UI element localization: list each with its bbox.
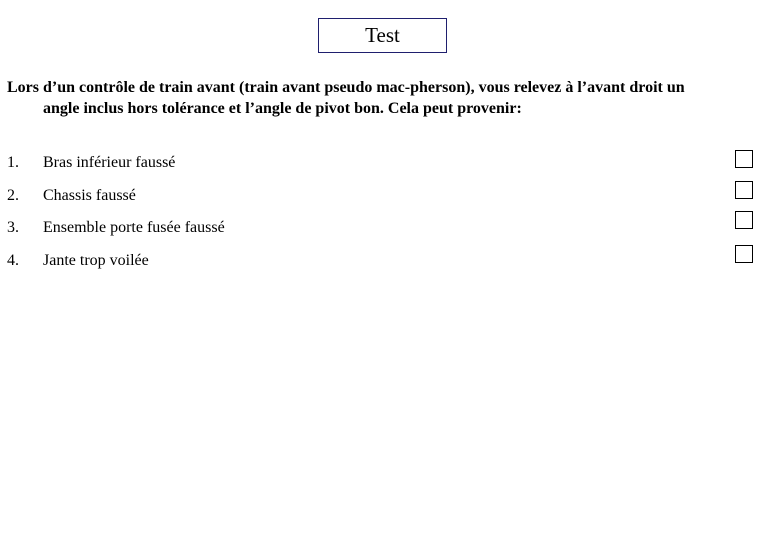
option-label: Bras inférieur faussé bbox=[43, 154, 176, 171]
option-number: 2. bbox=[7, 187, 19, 204]
option-label: Ensemble porte fusée faussé bbox=[43, 219, 225, 236]
option-1-checkbox[interactable] bbox=[735, 150, 753, 168]
option-number: 3. bbox=[7, 219, 19, 236]
option-number: 4. bbox=[7, 252, 19, 269]
option-row-3 bbox=[7, 218, 225, 238]
option-row-1 bbox=[7, 153, 175, 173]
option-label: Chassis faussé bbox=[43, 187, 136, 204]
question-text: Lors d’un contrôle de train avant (train avant pseudo mac-pherson), vous relevez à l’avant droit un angle inclus hors tolérance et l’angle de pivot bon. Cela peut provenir: bbox=[7, 79, 685, 117]
option-row-2 bbox=[7, 186, 136, 206]
option-label: Jante trop voilée bbox=[43, 252, 149, 269]
option-number: 1. bbox=[7, 154, 19, 171]
page-title: Test bbox=[365, 23, 400, 47]
option-row-4 bbox=[7, 251, 149, 271]
option-4-checkbox[interactable] bbox=[735, 245, 753, 263]
page-title-box bbox=[318, 18, 447, 53]
option-3-checkbox[interactable] bbox=[735, 211, 753, 229]
option-2-checkbox[interactable] bbox=[735, 181, 753, 199]
